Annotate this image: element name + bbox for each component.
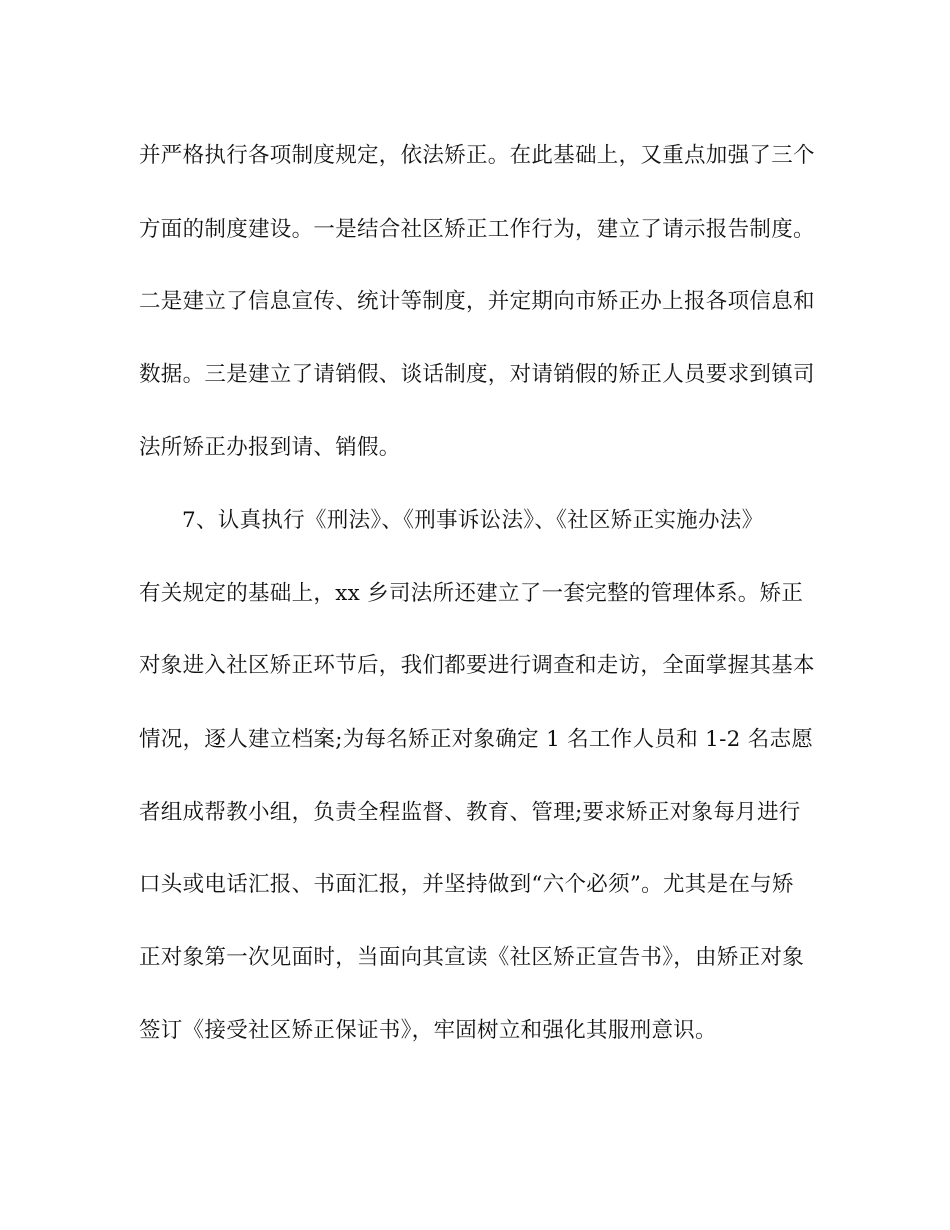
body-text-line: 并严格执行各项制度规定，依法矫正。在此基础上，又重点加强了三个 — [139, 143, 815, 168]
body-text-line: 对象进入社区矫正环节后，我们都要进行调查和走访，全面掌握其基本 — [139, 653, 815, 678]
body-text-line: 签订《接受社区矫正保证书》，牢固树立和强化其服刑意识。 — [139, 1018, 717, 1043]
body-text-line: 二是建立了信息宣传、统计等制度，并定期向市矫正办上报各项信息和 — [139, 289, 815, 314]
paragraph-start-line: 7、认真执行《刑法》、《刑事诉讼法》、《社区矫正实施办法》 — [182, 508, 764, 533]
body-text-line: 正对象第一次见面时，当面向其宣读《社区矫正宣告书》，由矫正对象 — [139, 945, 805, 970]
body-text-line: 有关规定的基础上，xx 乡司法所还建立了一套完整的管理体系。矫正 — [139, 581, 804, 606]
body-text-line: 情况，逐人建立档案;为每名矫正对象确定 1 名工作人员和 1-2 名志愿 — [139, 727, 814, 752]
body-text-line: 方面的制度建设。一是结合社区矫正工作行为，建立了请示报告制度。 — [139, 217, 815, 242]
body-text-line: 口头或电话汇报、书面汇报，并坚持做到“六个必须”。尤其是在与矫 — [139, 872, 794, 897]
body-text-line: 法所矫正办报到请、销假。 — [139, 435, 401, 460]
body-text-line: 数据。三是建立了请销假、谈话制度，对请销假的矫正人员要求到镇司 — [139, 362, 815, 387]
body-text-line: 者组成帮教小组，负责全程监督、教育、管理;要求矫正对象每月进行 — [139, 800, 801, 825]
